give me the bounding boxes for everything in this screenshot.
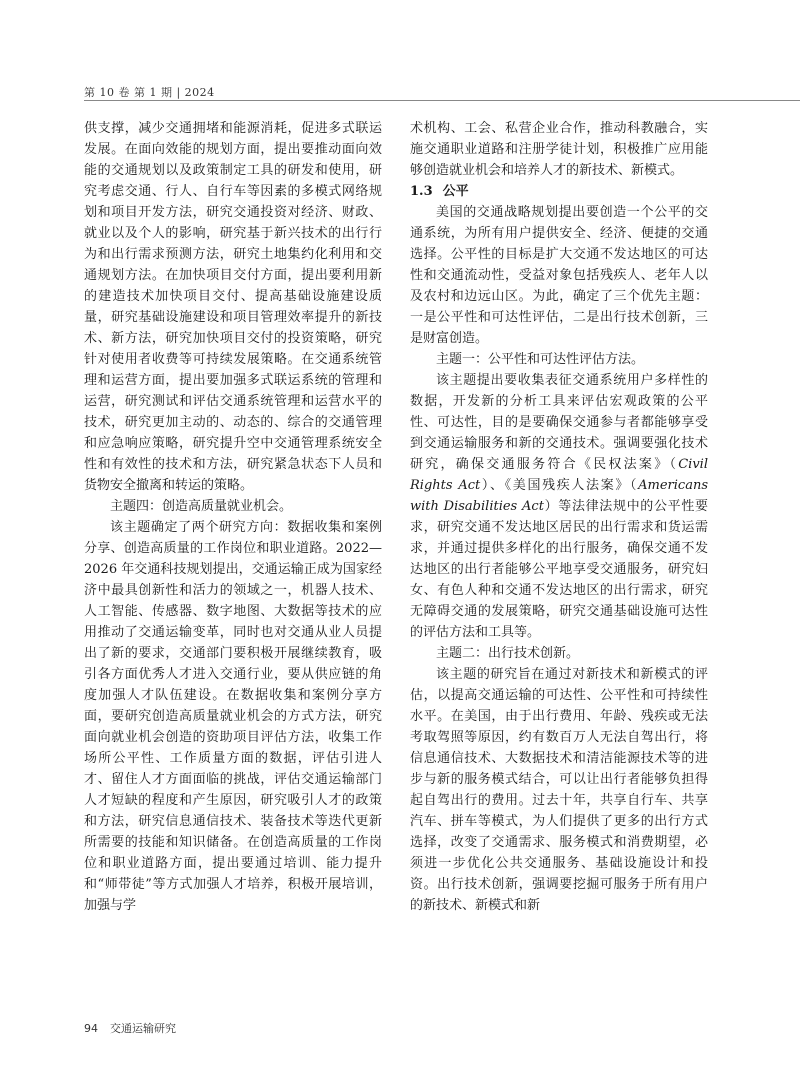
running-head: 第 10 卷 第 1 期 | 2024: [84, 86, 215, 99]
left-column: [84, 118, 382, 916]
right-column: [410, 118, 708, 916]
text-run: ）、《美国残疾人法案》（: [480, 478, 639, 493]
law-name-ada: Americans with Disabilities Act: [410, 478, 708, 514]
topic-heading: 主题四：创造高质量就业机会。: [110, 499, 293, 514]
page-number: 94: [84, 1022, 98, 1035]
topic-heading: 主题二：出行技术创新。: [436, 646, 580, 661]
paragraph: 供支撑，减少交通拥堵和能源消耗，促进多式联运发展。在面向效能的规划方面，提出要推动面向效能的交通规划以及政策制定工具的研发和使用，研究考虑交通、行人、自行车等因素的多模式网络规划和项目开发方法，研究交通投资对经济、财政、就业以及个人的影响，研究基于新兴技术的出行行为和出行需求预测方法，研究土地集约化利用和交通规划方法。在加快项目交付方面，提出要利用新的建造技术加快项目交付、提高基础设施建设质量，研究基础设施建设和项目管理效率提升的新技术、新方法，研究加快项目交付的投资策略，研究针对使用者收费等可持续发展策略。在交通系统管理和运营方面，提出要加强多式联运系统的管理和运营，研究测试和评估交通系统管理和运营水平的技术，研究更加主动的、动态的、综合的交通管理和应急响应策略，研究提升空中交通管理系统安全性和有效性的技术和方法，研究紧急状态下人员和货物安全撤离和转运的策略。: [84, 121, 382, 493]
paragraph: 该主题确定了两个研究方向：数据收集和案例分享、创造高质量的工作岗位和职业道路。2022—2026 年交通科技规划提出，交通运输正成为国家经济中最具创新性和活力的领域之一，机器人技术、人工智能、传感器、数字地图、大数据等技术的应用推动了交通运输变革，同时也对交通从业人员提出了新的要求，交通部门要积极开展继续教育，吸引各方面优秀人才进入交通行业，要从供应链的角度加强人才队伍建设。在数据收集和案例分享方面，要研究创造高质量就业机会的方式方法，研究面向就业机会创造的资助项目评估方法，收集工作场所公平性、工作质量方面的数据，评估引进人才、留住人才方面面临的挑战，评估交通运输部门人才短缺的程度和产生原因，研究吸引人才的政策和方法，研究信息通信技术、装备技术等迭代更新所需要的技能和知识储备。在创造高质量的工作岗位和职业道路方面，提出要通过培训、能力提升和“师带徒”等方式加强人才培养，积极开展培训，加强与学: [84, 520, 382, 913]
section-number: 1.3: [410, 184, 433, 199]
topic-heading: 主题一：公平性和可达性评估方法。: [436, 352, 645, 367]
journal-name: 交通运输研究: [110, 1022, 176, 1035]
section-heading: [410, 181, 708, 202]
section-title: 公平: [442, 184, 469, 199]
law-name-civil-rights-act: Civil Rights Act: [410, 457, 708, 493]
page-footer: [84, 1020, 176, 1036]
header-divider: [84, 100, 800, 101]
paragraph: 术机构、工会、私营企业合作，推动科教融合，实施交通职业道路和注册学徒计划，积极推广应用能够创造就业机会和培养人才的新技术、新模式。: [410, 121, 708, 178]
text-run: ）等法律法规中的公平性要求，研究交通不发达地区居民的出行需求和货运需求，并通过提供多样化的出行服务，确保交通不发达地区的出行者能够公平地享受交通服务，研究妇女、有色人种和交通不发达地区的出行需求，研究无障碍交通的发展策略，研究交通基础设施可达性的评估方法和工具等。: [410, 499, 708, 640]
paragraph: 美国的交通战略规划提出要创造一个公平的交通系统，为所有用户提供安全、经济、便捷的交通选择。公平性的目标是扩大交通不发达地区的可达性和交通流动性，受益对象包括残疾人、老年人以及农村和边远山区。为此，确定了三个优先主题：一是公平性和可达性评估，二是出行技术创新，三是财富创造。: [410, 205, 708, 346]
paragraph: [410, 370, 708, 643]
text-run: 该主题提出要收集表征交通系统用户多样性的数据，开发新的分析工具来评估宏观政策的公平性、可达性，目的是要确保交通参与者都能够享受到交通运输服务和新的交通技术。强调要强化技术研究，确保交通服务符合《民权法案》（: [410, 373, 708, 472]
paragraph: 该主题的研究旨在通过对新技术和新模式的评估，以提高交通运输的可达性、公平性和可持续性水平。在美国，由于出行费用、年龄、残疾或无法考取驾照等原因，约有数百万人无法自驾出行，将信息通信技术、大数据技术和清洁能源技术等的进步与新的服务模式结合，可以让出行者能够负担得起自驾出行的费用。过去十年，共享自行车、共享汽车、拼车等模式，为人们提供了更多的出行方式选择，改变了交通需求、服务模式和消费期望，必须进一步优化公共交通服务、基础设施设计和投资。出行技术创新，强调要挖掘可服务于所有用户的新技术、新模式和新: [410, 667, 708, 913]
